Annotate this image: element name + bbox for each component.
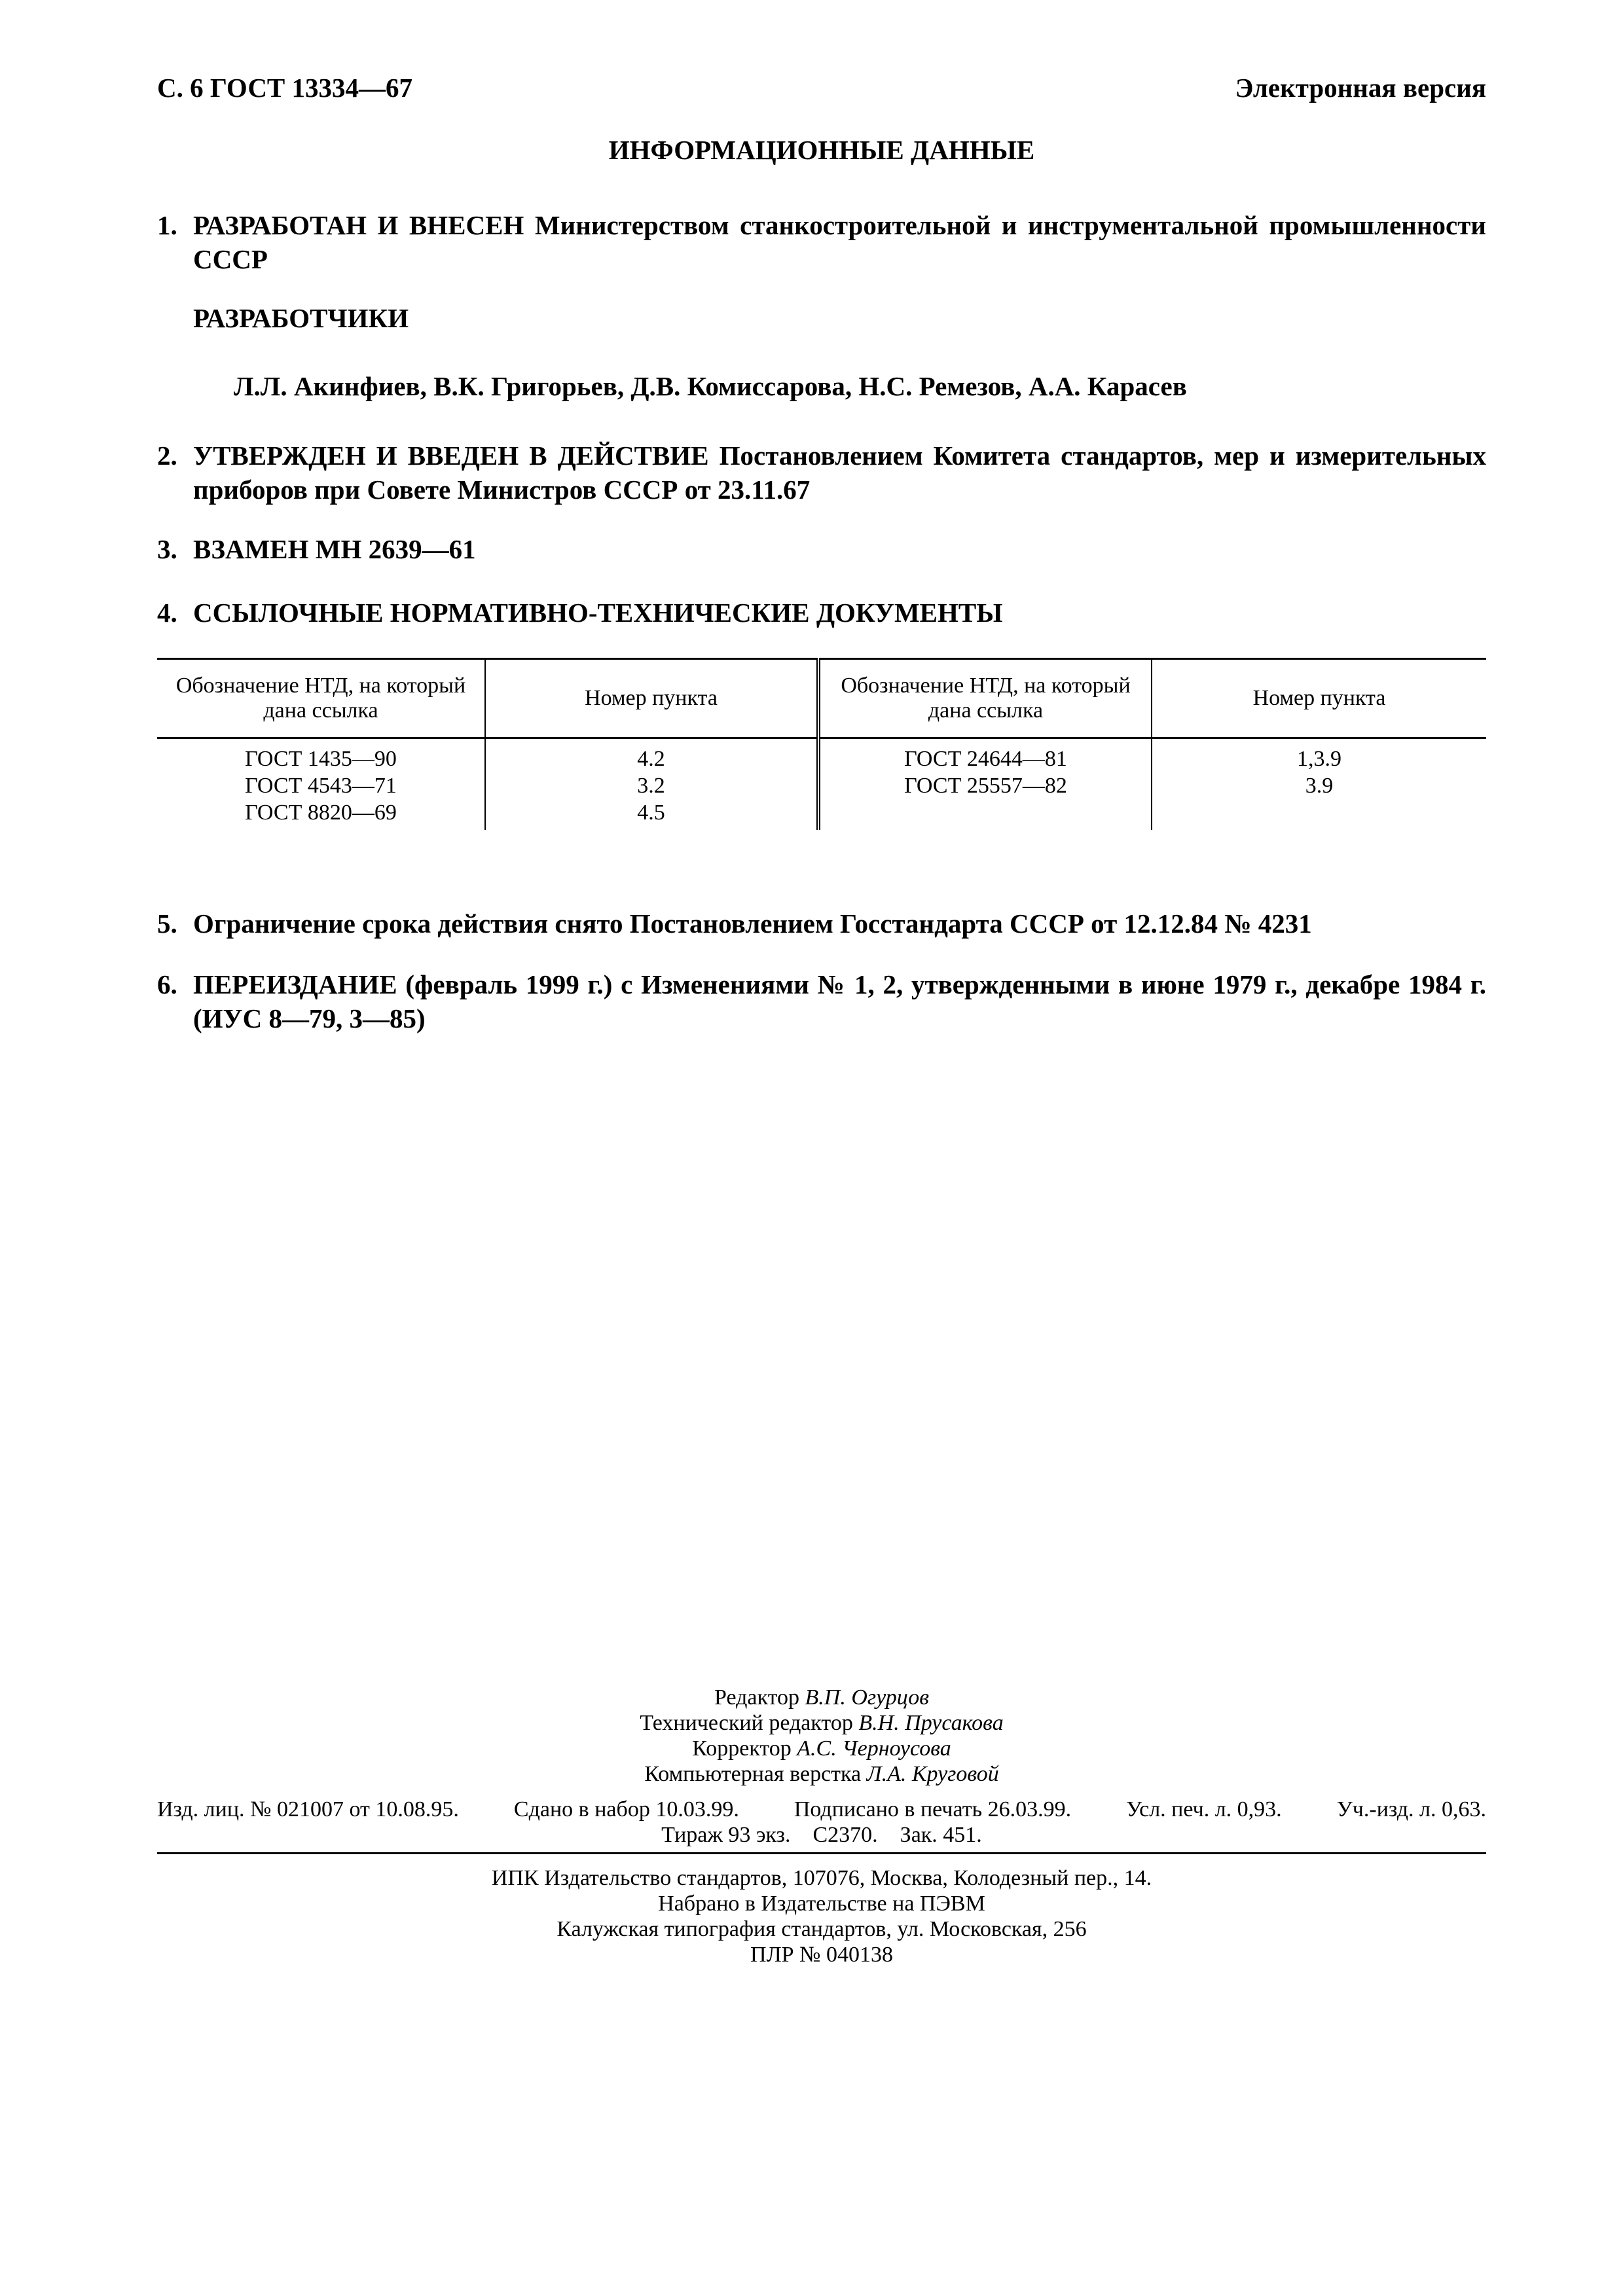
credits-block bbox=[157, 1685, 1486, 1787]
section-1 bbox=[157, 208, 1486, 276]
section-2-lead: УТВЕРЖДЕН И ВВЕДЕН В ДЕЙСТВИЕ bbox=[193, 440, 709, 471]
section-6 bbox=[157, 967, 1486, 1035]
table-cell: 4.5 bbox=[637, 800, 665, 825]
section-3-number: 3. bbox=[157, 534, 177, 564]
credit-name: А.С. Черноусова bbox=[797, 1736, 951, 1761]
header-doc-designation-1: Обозначение НТД, на который дана ссылка bbox=[157, 659, 485, 738]
header-item-number-1: Номер пункта bbox=[485, 659, 818, 738]
section-6-text: ПЕРЕИЗДАНИЕ (февраль 1999 г.) с Изменениями № 1, 2, утвержденными в июне 1979 г., декабре 1984 г. (ИУС 8—79, 3—85) bbox=[193, 969, 1486, 1033]
section-1-lead: РАЗРАБОТАН И ВНЕСЕН bbox=[193, 210, 524, 240]
credit-tech-editor bbox=[157, 1710, 1486, 1736]
print-run: Тираж 93 экз. bbox=[661, 1823, 791, 1847]
credit-name: В.П. Огурцов bbox=[805, 1685, 929, 1710]
header-item-number-2: Номер пункта bbox=[1152, 659, 1486, 738]
print-code: С2370. bbox=[812, 1823, 878, 1847]
page-header bbox=[157, 72, 1486, 111]
page-number-and-standard: С. 6 ГОСТ 13334—67 bbox=[157, 73, 413, 103]
developers-list: Л.Л. Акинфиев, В.К. Григорьев, Д.В. Комиссарова, Н.С. Ремезов, А.А. Карасев bbox=[234, 371, 1187, 401]
right-items-cell bbox=[1152, 738, 1486, 831]
section-3 bbox=[157, 532, 1486, 566]
right-docs-cell bbox=[818, 738, 1152, 831]
section-5 bbox=[157, 906, 1486, 941]
printer-line-2: Набрано в Издательстве на ПЭВМ bbox=[658, 1892, 985, 1916]
section-4 bbox=[157, 596, 1486, 630]
section-2 bbox=[157, 439, 1486, 507]
document-page bbox=[157, 0, 1486, 2296]
credit-label: Корректор bbox=[692, 1736, 792, 1761]
table-cell: ГОСТ 8820—69 bbox=[245, 800, 397, 825]
credit-label: Компьютерная верстка bbox=[644, 1762, 862, 1786]
section-1-text: Министерством станкостроительной и инструментальной промышленности СССР bbox=[193, 210, 1487, 274]
section-5-text: Ограничение срока действия снято Постановлением Госстандарта СССР от 12.12.84 № 4231 bbox=[193, 908, 1312, 939]
table-cell: ГОСТ 24644—81 bbox=[904, 747, 1067, 771]
order-number: Зак. 451. bbox=[900, 1823, 982, 1847]
section-4-text: ССЫЛОЧНЫЕ НОРМАТИВНО-ТЕХНИЧЕСКИЕ ДОКУМЕНТЫ bbox=[193, 598, 1003, 628]
table-cell: ГОСТ 25557—82 bbox=[904, 774, 1067, 798]
section-6-number: 6. bbox=[157, 969, 177, 999]
section-1-number: 1. bbox=[157, 210, 177, 240]
section-2-number: 2. bbox=[157, 440, 177, 471]
credit-name: Л.А. Круговой bbox=[866, 1762, 999, 1786]
table-row bbox=[157, 738, 1486, 831]
signed-date: Подписано в печать 26.03.99. bbox=[793, 1797, 1072, 1821]
developers-label: РАЗРАБОТЧИКИ bbox=[193, 303, 409, 333]
publication-sheets: Уч.-изд. л. 0,63. bbox=[1336, 1797, 1486, 1821]
credit-editor bbox=[157, 1685, 1486, 1710]
publication-info bbox=[157, 1797, 1486, 1848]
publication-row-2 bbox=[157, 1822, 1486, 1848]
electronic-version-label: Электронная версия bbox=[1235, 73, 1486, 103]
section-5-number: 5. bbox=[157, 908, 177, 939]
print-sheets: Усл. печ. л. 0,93. bbox=[1126, 1797, 1282, 1821]
credit-name: В.Н. Прусакова bbox=[858, 1711, 1004, 1735]
divider-line bbox=[157, 1852, 1486, 1854]
printer-line-4: ПЛР № 040138 bbox=[750, 1943, 893, 1967]
left-docs-cell bbox=[157, 738, 485, 831]
credit-layout bbox=[157, 1761, 1486, 1787]
table-cell: ГОСТ 4543—71 bbox=[245, 774, 397, 798]
section-4-number: 4. bbox=[157, 598, 177, 628]
credit-proofreader bbox=[157, 1736, 1486, 1761]
table-cell: 4.2 bbox=[637, 747, 665, 771]
header-doc-designation-2: Обозначение НТД, на который дана ссылка bbox=[818, 659, 1152, 738]
table-cell: ГОСТ 1435—90 bbox=[245, 747, 397, 771]
typeset-date: Сдано в набор 10.03.99. bbox=[513, 1797, 739, 1821]
left-items-cell bbox=[485, 738, 818, 831]
credit-label: Технический редактор bbox=[640, 1711, 853, 1735]
publication-row-1 bbox=[157, 1797, 1486, 1822]
table-header-row bbox=[157, 659, 1486, 738]
printer-line-1: ИПК Издательство стандартов, 107076, Москва, Колодезный пер., 14. bbox=[491, 1866, 1152, 1890]
license-info: Изд. лиц. № 021007 от 10.08.95. bbox=[157, 1797, 459, 1821]
table-cell: 3.2 bbox=[637, 774, 665, 798]
printer-line-3: Калужская типография стандартов, ул. Московская, 256 bbox=[556, 1917, 1087, 1941]
section-3-text: ВЗАМЕН МН 2639—61 bbox=[193, 534, 476, 564]
page-title: ИНФОРМАЦИОННЫЕ ДАННЫЕ bbox=[608, 135, 1035, 165]
section-2-text: Постановлением Комитета стандартов, мер и измерительных приборов при Совете Министров СССР от 23.11.67 bbox=[193, 440, 1486, 505]
printer-info bbox=[157, 1865, 1486, 1967]
table-cell: 3.9 bbox=[1305, 774, 1334, 798]
table-cell: 1,3.9 bbox=[1297, 747, 1341, 771]
reference-documents-table bbox=[157, 658, 1486, 830]
credit-label: Редактор bbox=[714, 1685, 799, 1710]
